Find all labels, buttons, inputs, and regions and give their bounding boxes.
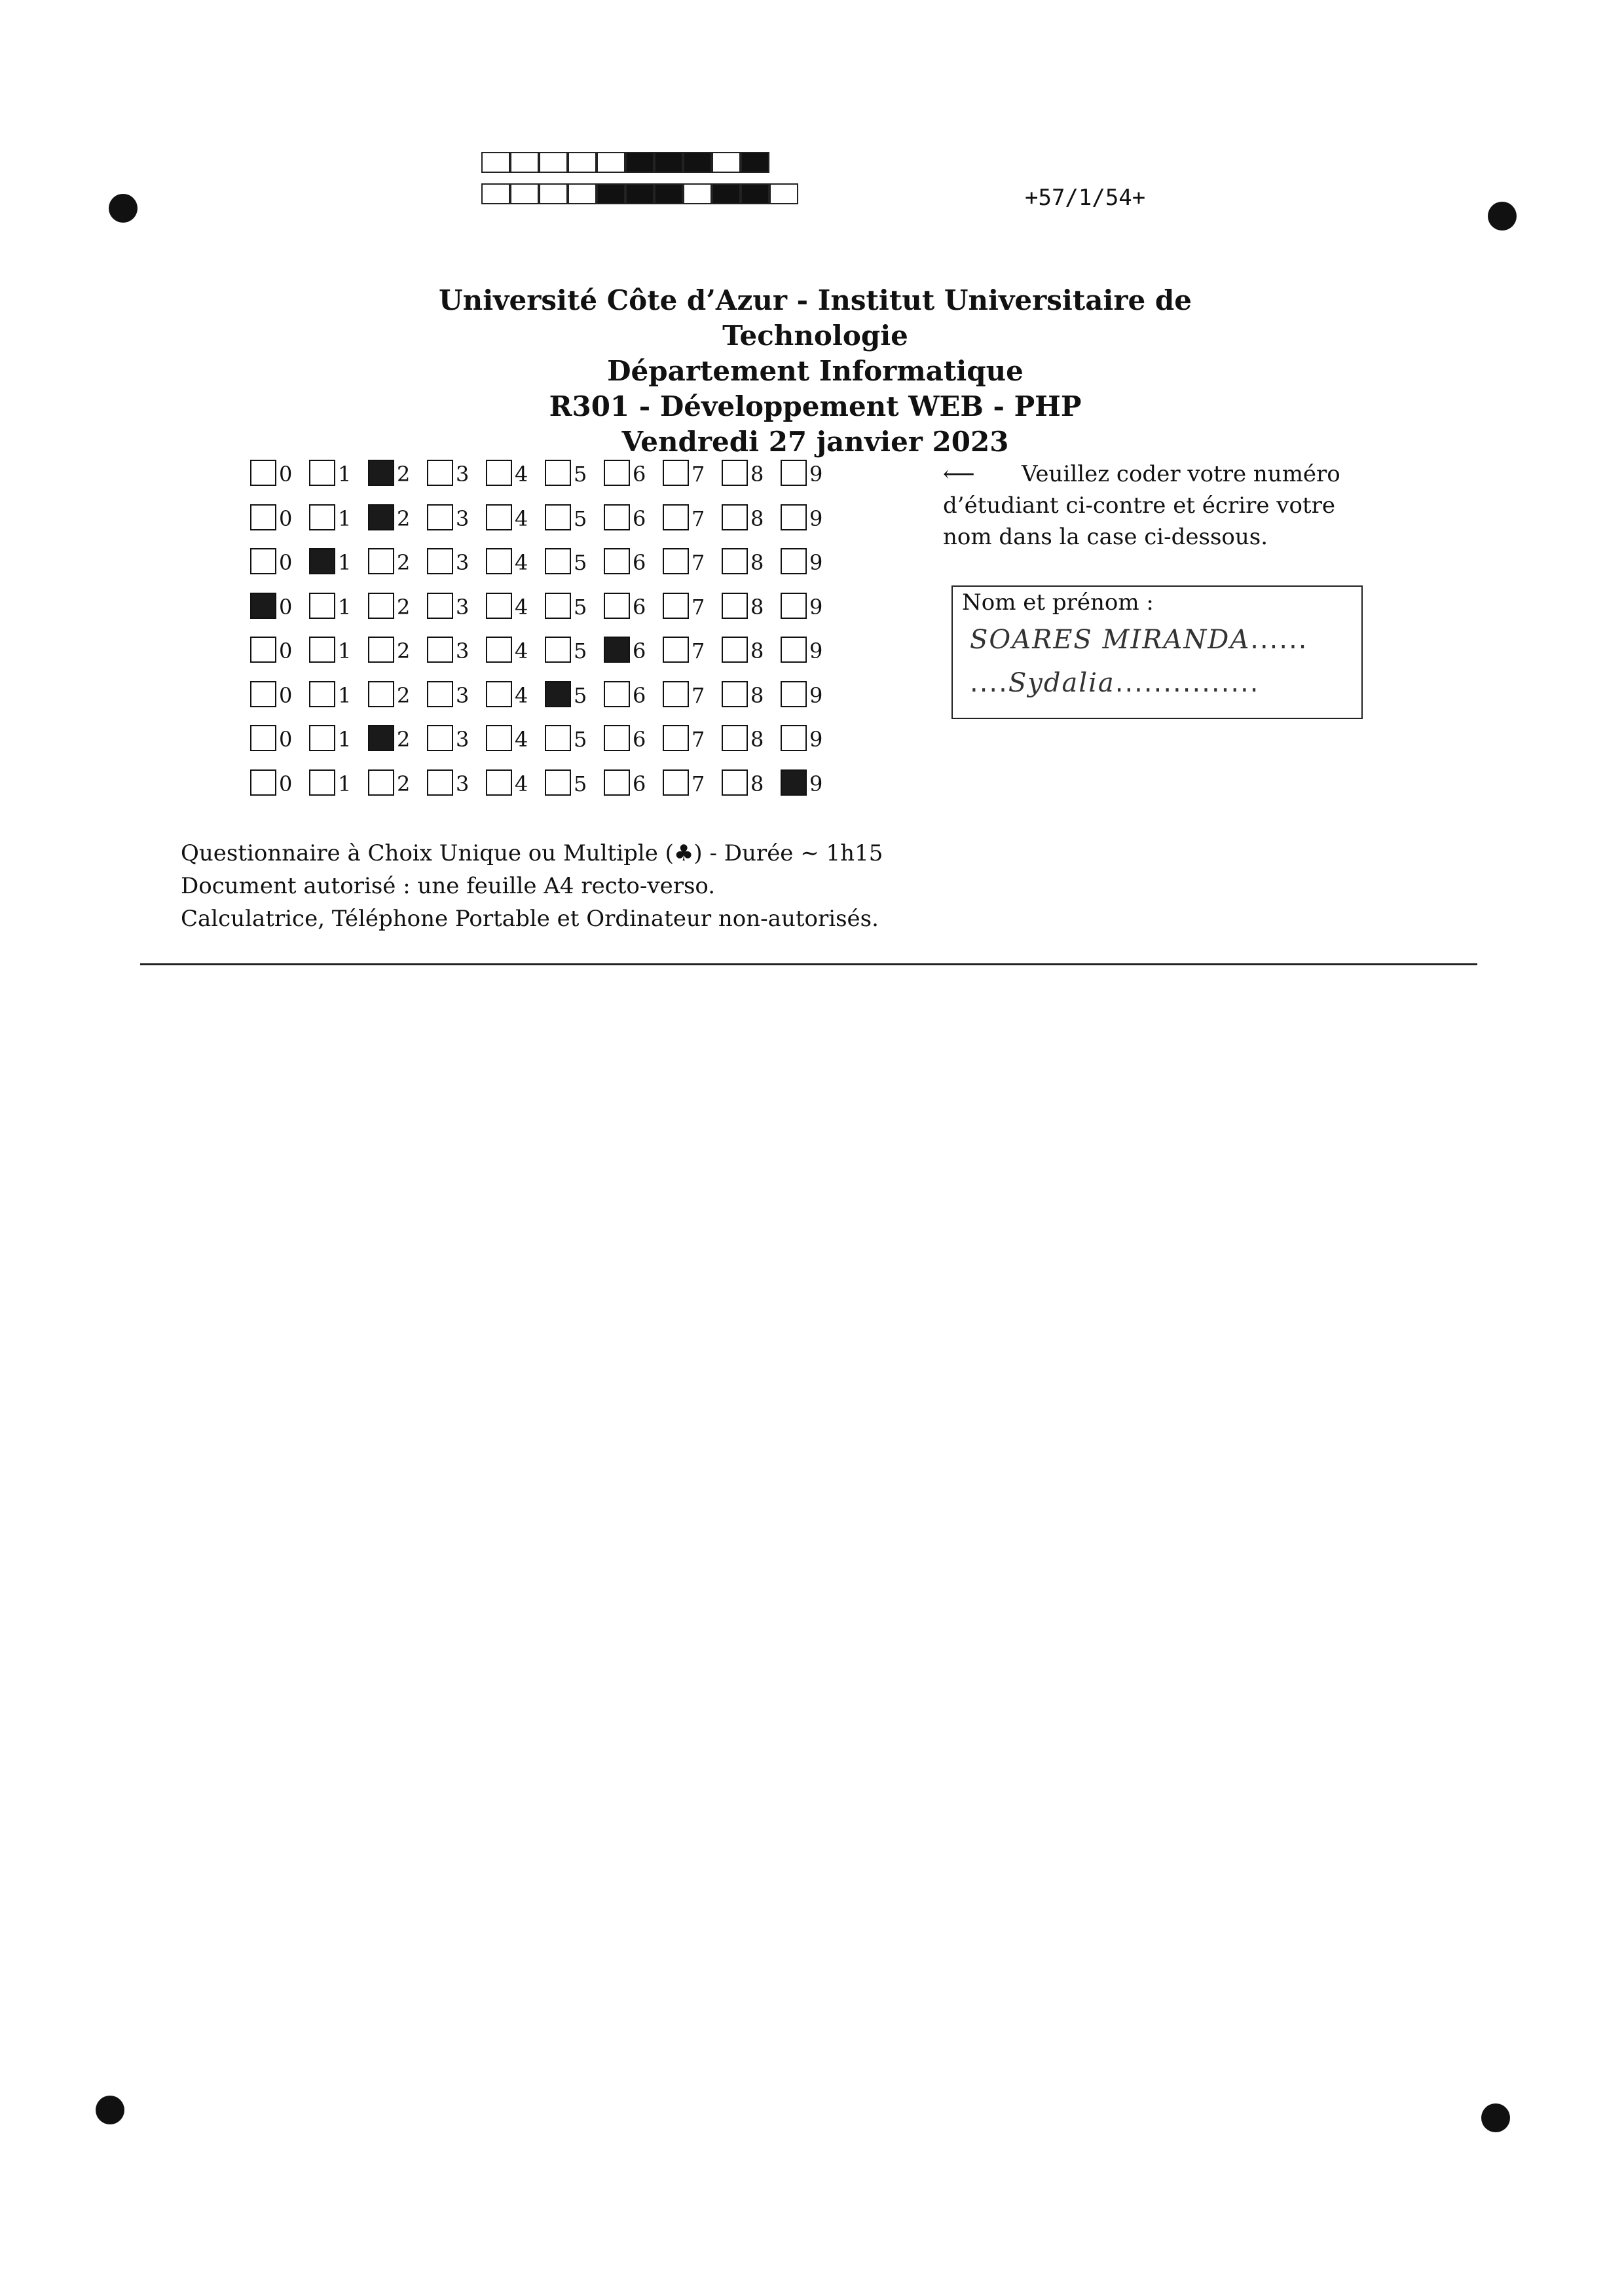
checkbox-empty[interactable] [722,548,748,574]
digit-label: 6 [633,506,646,531]
barcode-cell [510,183,539,204]
checkbox-empty[interactable] [663,548,689,574]
checkbox-empty[interactable] [309,637,335,663]
digit-choice[interactable] [604,457,646,486]
checkbox-empty[interactable] [663,593,689,619]
checkbox-empty[interactable] [486,593,512,619]
checkbox-empty[interactable] [427,460,453,486]
digit-choice[interactable] [427,678,469,707]
digit-label: 4 [515,639,528,663]
barcode-cell [683,152,712,173]
checkbox-filled[interactable] [604,637,630,663]
digit-label: 6 [633,682,646,708]
checkbox-empty[interactable] [781,593,807,619]
digit-label: 0 [279,727,293,752]
checkbox-empty[interactable] [722,504,748,530]
digit-choice[interactable] [309,678,351,707]
digit-label: 5 [574,462,587,487]
digit-label: 5 [574,682,587,708]
name-box-label: Nom et prénom : [962,589,1154,616]
digit-label: 1 [338,594,352,620]
barcode-cell [510,152,539,173]
name-line-1 [970,625,1308,655]
checkbox-empty[interactable] [250,548,276,574]
digit-choice[interactable] [368,457,410,486]
checkbox-empty[interactable] [604,460,630,486]
barcode-cell [481,152,510,173]
barcode-cell [712,183,741,204]
checkbox-empty[interactable] [781,548,807,574]
digit-choice[interactable] [309,767,351,796]
checkbox-empty[interactable] [368,593,394,619]
digit-choice[interactable] [604,546,646,574]
barcode-cell [481,183,510,204]
digit-choice[interactable] [368,678,410,707]
checkbox-empty[interactable] [486,460,512,486]
digit-label: 5 [574,639,587,663]
digit-label: 5 [574,594,587,620]
checkbox-empty[interactable] [722,460,748,486]
name-line-2 [970,668,1259,698]
dots-2: ............... [1115,668,1260,698]
note-documents: Document autorisé : une feuille A4 recto-verso. [181,873,716,899]
checkbox-empty[interactable] [722,637,748,663]
digit-label: 9 [809,550,823,575]
digit-label: 1 [338,462,352,487]
digit-label: 2 [397,506,411,531]
checkbox-empty[interactable] [486,681,512,707]
digit-choice[interactable] [663,722,705,751]
barcode-cell [568,183,597,204]
digit-choice[interactable] [250,678,292,707]
checkbox-empty[interactable] [486,725,512,751]
digit-choice[interactable] [486,590,528,619]
digit-choice[interactable] [604,678,646,707]
digit-choice[interactable] [545,634,587,663]
checkbox-filled[interactable] [250,593,276,619]
checkbox-empty[interactable] [781,681,807,707]
digit-choice[interactable] [486,546,528,574]
digit-choice[interactable] [309,634,351,663]
checkbox-empty[interactable] [722,725,748,751]
digit-label: 2 [397,639,411,663]
digit-choice[interactable] [309,502,351,530]
digit-choice[interactable] [427,634,469,663]
checkbox-empty[interactable] [663,504,689,530]
digit-choice[interactable] [663,502,705,530]
digit-choice[interactable] [486,767,528,796]
digit-choice[interactable] [781,502,822,530]
digit-label: 7 [692,771,705,796]
digit-choice[interactable] [545,502,587,530]
digit-label: 4 [515,594,528,620]
checkbox-empty[interactable] [604,504,630,530]
barcode-cell [769,183,798,204]
digit-label: 2 [397,682,411,708]
checkbox-empty[interactable] [545,460,571,486]
checkbox-empty[interactable] [486,769,512,796]
digit-label: 6 [633,639,646,663]
barcode-cell [654,152,683,173]
digit-label: 8 [750,506,764,531]
digit-label: 4 [515,727,528,752]
note-format-duration: Questionnaire à Choix Unique ou Multiple (♣) - Durée ∼ 1h15 [181,840,883,866]
digit-choice[interactable] [250,546,292,574]
checkbox-empty[interactable] [368,681,394,707]
digit-choice[interactable] [604,767,646,796]
digit-choice[interactable] [545,767,587,796]
digit-choice[interactable] [250,590,292,619]
checkbox-empty[interactable] [309,769,335,796]
checkbox-empty[interactable] [545,548,571,574]
digit-label: 8 [750,594,764,620]
digit-label: 1 [338,550,352,575]
digit-label: 7 [692,727,705,752]
digit-choice[interactable] [427,590,469,619]
checkbox-empty[interactable] [604,548,630,574]
checkbox-empty[interactable] [250,460,276,486]
digit-label: 0 [279,462,293,487]
digit-choice[interactable] [663,678,705,707]
checkbox-empty[interactable] [545,593,571,619]
exam-header [367,283,1264,460]
digit-label: 6 [633,462,646,487]
digit-choice[interactable] [722,634,764,663]
digit-label: 7 [692,639,705,663]
digit-label: 0 [279,771,293,796]
instruction-body: Veuillez coder votre numéro d’étudiant ci-contre et écrire votre nom dans la case ci-dessous. [943,461,1340,550]
digit-label: 6 [633,594,646,620]
checkbox-empty[interactable] [781,725,807,751]
digit-label: 9 [809,727,823,752]
digit-choice[interactable] [781,678,822,707]
digit-choice[interactable] [250,457,292,486]
checkbox-empty[interactable] [427,593,453,619]
digit-choice[interactable] [663,590,705,619]
digit-choice[interactable] [486,634,528,663]
digit-choice[interactable] [781,590,822,619]
registration-dot-top-left [109,194,138,223]
digit-label: 7 [692,462,705,487]
checkbox-filled[interactable] [368,504,394,530]
digit-label: 2 [397,462,411,487]
checkbox-empty[interactable] [604,769,630,796]
checkbox-empty[interactable] [309,725,335,751]
digit-label: 8 [750,682,764,708]
checkbox-empty[interactable] [781,637,807,663]
barcode-cell [741,152,769,173]
digit-label: 0 [279,506,293,531]
digit-label: 9 [809,462,823,487]
digit-choice[interactable] [486,678,528,707]
checkbox-filled[interactable] [781,769,807,796]
barcode-cell [539,152,568,173]
digit-label: 3 [456,639,470,663]
checkbox-empty[interactable] [250,769,276,796]
digit-label: 5 [574,550,587,575]
checkbox-empty[interactable] [368,637,394,663]
digit-choice[interactable] [604,634,646,663]
digit-label: 7 [692,682,705,708]
handwritten-first-name: Sydalia [1008,668,1115,698]
digit-choice[interactable] [781,546,822,574]
digit-label: 7 [692,506,705,531]
name-box[interactable] [951,585,1363,719]
checkbox-empty[interactable] [250,681,276,707]
digit-choice[interactable] [309,457,351,486]
digit-label: 8 [750,639,764,663]
digit-label: 6 [633,771,646,796]
checkbox-empty[interactable] [545,504,571,530]
barcode-cell [625,183,654,204]
digit-choice[interactable] [250,722,292,751]
header-course: R301 - Développement WEB - PHP [549,390,1082,422]
checkbox-empty[interactable] [545,637,571,663]
digit-label: 8 [750,462,764,487]
digit-choice[interactable] [722,457,764,486]
note-devices: Calculatrice, Téléphone Portable et Ordinateur non-autorisés. [181,906,879,932]
digit-choice[interactable] [545,678,587,707]
digit-label: 4 [515,550,528,575]
checkbox-empty[interactable] [427,769,453,796]
digit-label: 5 [574,771,587,796]
barcode-row-2 [481,183,798,204]
checkbox-empty[interactable] [486,548,512,574]
digit-choice[interactable] [427,722,469,751]
digit-choice[interactable] [486,502,528,530]
checkbox-empty[interactable] [427,725,453,751]
digit-label: 0 [279,550,293,575]
checkbox-empty[interactable] [368,769,394,796]
digit-label: 8 [750,771,764,796]
digit-choice[interactable] [427,767,469,796]
digit-label: 3 [456,682,470,708]
barcode-row-1 [481,152,769,173]
checkbox-filled[interactable] [545,681,571,707]
digit-label: 9 [809,771,823,796]
checkbox-empty[interactable] [427,681,453,707]
digit-label: 3 [456,506,470,531]
checkbox-empty[interactable] [722,593,748,619]
digit-choice[interactable] [604,722,646,751]
digit-choice[interactable] [427,502,469,530]
checkbox-empty[interactable] [368,548,394,574]
digit-choice[interactable] [781,634,822,663]
digit-choice[interactable] [722,722,764,751]
digit-label: 2 [397,594,411,620]
digit-choice[interactable] [250,502,292,530]
checkbox-empty[interactable] [427,637,453,663]
page-code: +57/1/54+ [1025,185,1146,211]
barcode-cell [625,152,654,173]
digit-choice[interactable] [309,590,351,619]
digit-choice[interactable] [368,546,410,574]
checkbox-empty[interactable] [604,681,630,707]
checkbox-filled[interactable] [309,548,335,574]
digit-choice[interactable] [309,722,351,751]
checkbox-filled[interactable] [368,725,394,751]
instruction-text [943,458,1375,553]
checkbox-empty[interactable] [309,593,335,619]
header-department: Département Informatique [607,355,1024,387]
checkbox-empty[interactable] [545,725,571,751]
digit-label: 6 [633,550,646,575]
barcode-cell [597,152,625,173]
digit-choice[interactable] [545,546,587,574]
digit-label: 4 [515,506,528,531]
digit-choice[interactable] [663,546,705,574]
handwritten-last-name: SOARES MIRANDA [970,625,1251,655]
digit-label: 1 [338,682,352,708]
digit-label: 5 [574,506,587,531]
digit-choice[interactable] [427,457,469,486]
barcode-cell [683,183,712,204]
digit-choice[interactable] [663,457,705,486]
checkbox-empty[interactable] [250,504,276,530]
checkbox-empty[interactable] [250,725,276,751]
exam-notes [181,837,883,935]
header-date: Vendredi 27 janvier 2023 [621,426,1009,458]
digit-choice[interactable] [663,767,705,796]
digit-label: 9 [809,682,823,708]
digit-choice[interactable] [722,502,764,530]
checkbox-empty[interactable] [663,681,689,707]
checkbox-empty[interactable] [604,725,630,751]
digit-choice[interactable] [722,678,764,707]
digit-choice[interactable] [368,502,410,530]
digit-label: 7 [692,550,705,575]
barcode-cell [741,183,769,204]
digit-label: 5 [574,727,587,752]
checkbox-empty[interactable] [427,548,453,574]
digit-label: 9 [809,506,823,531]
digit-choice[interactable] [368,590,410,619]
digit-choice[interactable] [250,634,292,663]
digit-choice[interactable] [604,590,646,619]
digit-label: 7 [692,594,705,620]
digit-choice[interactable] [722,767,764,796]
dots-1: ...... [1250,625,1308,655]
registration-dot-bottom-left [96,2096,124,2124]
registration-dot-bottom-right [1481,2103,1510,2132]
checkbox-empty[interactable] [250,637,276,663]
digit-choice[interactable] [604,502,646,530]
checkbox-empty[interactable] [309,681,335,707]
checkbox-empty[interactable] [427,504,453,530]
digit-label: 2 [397,727,411,752]
digit-label: 0 [279,594,293,620]
barcode-cell [568,152,597,173]
digit-choice[interactable] [722,590,764,619]
checkbox-empty[interactable] [663,637,689,663]
barcode-cell [539,183,568,204]
digit-choice[interactable] [427,546,469,574]
checkbox-empty[interactable] [486,504,512,530]
digit-choice[interactable] [545,722,587,751]
digit-choice[interactable] [486,722,528,751]
checkbox-empty[interactable] [545,769,571,796]
dots-prefix: .... [970,668,1008,698]
digit-label: 4 [515,462,528,487]
digit-label: 3 [456,594,470,620]
digit-label: 3 [456,771,470,796]
digit-choice[interactable] [250,767,292,796]
digit-label: 6 [633,727,646,752]
digit-choice[interactable] [309,546,351,574]
horizontal-rule [140,963,1477,965]
checkbox-empty[interactable] [663,725,689,751]
digit-choice[interactable] [368,722,410,751]
digit-choice[interactable] [722,546,764,574]
checkbox-empty[interactable] [309,460,335,486]
digit-label: 4 [515,682,528,708]
digit-label: 8 [750,727,764,752]
digit-choice[interactable] [781,722,822,751]
checkbox-empty[interactable] [722,769,748,796]
digit-choice[interactable] [781,767,822,796]
checkbox-empty[interactable] [663,460,689,486]
checkbox-empty[interactable] [486,637,512,663]
digit-label: 0 [279,639,293,663]
digit-label: 1 [338,639,352,663]
digit-choice[interactable] [781,457,822,486]
digit-label: 0 [279,682,293,708]
checkbox-empty[interactable] [722,681,748,707]
digit-label: 9 [809,639,823,663]
digit-choice[interactable] [545,590,587,619]
barcode-cell [597,183,625,204]
digit-label: 3 [456,462,470,487]
barcode-cell [712,152,741,173]
left-arrow-icon: ⟵ [943,461,975,487]
registration-dot-top-right [1488,202,1517,231]
digit-label: 2 [397,771,411,796]
checkbox-filled[interactable] [368,460,394,486]
checkbox-empty[interactable] [604,593,630,619]
digit-label: 3 [456,727,470,752]
digit-label: 4 [515,771,528,796]
digit-choice[interactable] [368,634,410,663]
checkbox-empty[interactable] [781,460,807,486]
checkbox-empty[interactable] [781,504,807,530]
header-university: Université Côte d’Azur - Institut Universitaire de Technologie [439,284,1192,352]
digit-label: 2 [397,550,411,575]
barcode-cell [654,183,683,204]
digit-choice[interactable] [486,457,528,486]
checkbox-empty[interactable] [663,769,689,796]
digit-label: 8 [750,550,764,575]
digit-label: 1 [338,771,352,796]
digit-choice[interactable] [545,457,587,486]
digit-label: 3 [456,550,470,575]
digit-choice[interactable] [663,634,705,663]
digit-choice[interactable] [368,767,410,796]
digit-label: 9 [809,594,823,620]
checkbox-empty[interactable] [309,504,335,530]
digit-label: 1 [338,506,352,531]
digit-label: 1 [338,727,352,752]
